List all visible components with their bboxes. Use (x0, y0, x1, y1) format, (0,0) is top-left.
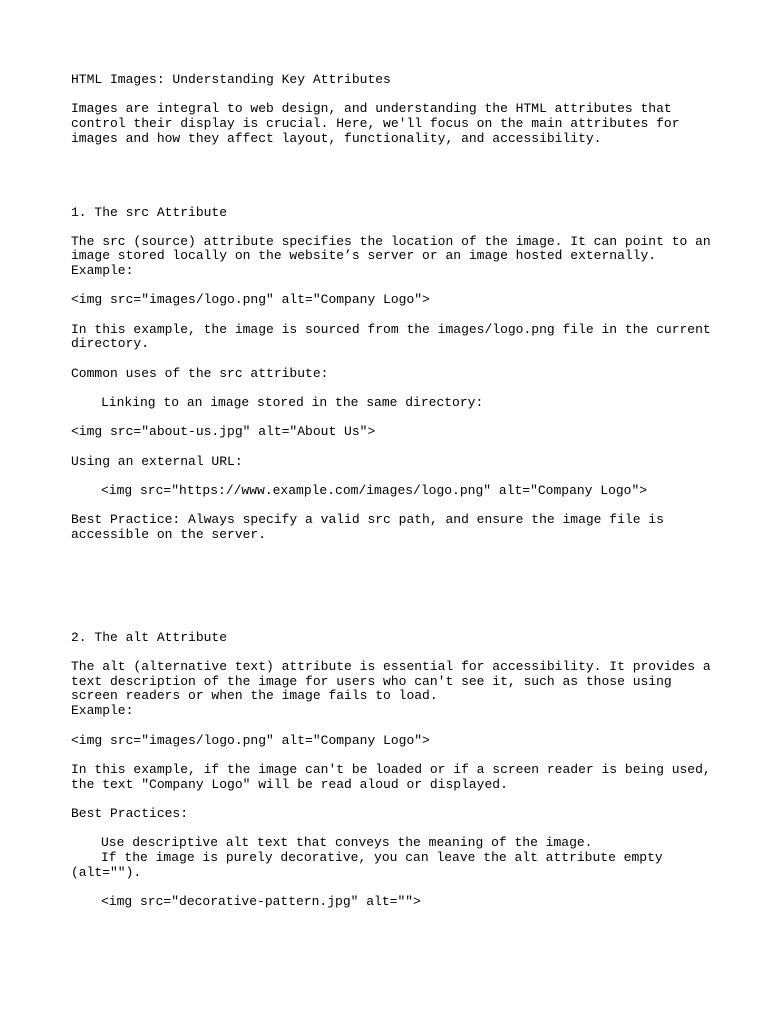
src-example-explanation: In this example, the image is sourced from the images/logo.png file in the current (71, 322, 711, 337)
src-example-explanation: directory. (71, 336, 150, 351)
src-best-practice: Best Practice: Always specify a valid src path, and ensure the image file is (71, 512, 664, 527)
src-use-local-label: Linking to an image stored in the same directory: (101, 395, 484, 410)
alt-example-explanation: In this example, if the image can't be loaded or if a screen reader is being used, (71, 762, 711, 777)
src-common-uses-label: Common uses of the src attribute: (71, 366, 329, 381)
alt-decorative-code: <img src="decorative-pattern.jpg" alt=""> (101, 894, 421, 909)
src-description-line: image stored locally on the website’s server or an image hosted externally. (71, 248, 657, 263)
src-example-code: <img src="images/logo.png" alt="Company Logo"> (71, 292, 430, 307)
src-use-external-code: <img src="https://www.example.com/images/logo.png" alt="Company Logo"> (101, 483, 648, 498)
src-best-practice: accessible on the server. (71, 527, 267, 542)
alt-description-line: The alt (alternative text) attribute is essential for accessibility. It provides a (71, 659, 711, 674)
alt-description-line: Example: (71, 703, 134, 718)
document-title: HTML Images: Understanding Key Attributes (71, 72, 391, 87)
intro-line: Images are integral to web design, and understanding the HTML attributes that (71, 101, 672, 116)
section-heading-alt: 2. The alt Attribute (71, 630, 228, 645)
alt-description-line: screen readers or when the image fails to load. (71, 688, 438, 703)
intro-line: control their display is crucial. Here, we'll focus on the main attributes for (71, 116, 680, 131)
src-description-line: The src (source) attribute specifies the location of the image. It can point to an (71, 234, 711, 249)
src-description-line: Example: (71, 263, 134, 278)
section-heading-src: 1. The src Attribute (71, 205, 228, 220)
alt-practice-item-continuation: (alt=""). (71, 865, 142, 880)
src-use-local-code: <img src="about-us.jpg" alt="About Us"> (71, 424, 376, 439)
alt-best-practices-label: Best Practices: (71, 806, 189, 821)
src-use-external-label: Using an external URL: (71, 454, 243, 469)
alt-example-code: <img src="images/logo.png" alt="Company Logo"> (71, 733, 430, 748)
alt-practice-item: If the image is purely decorative, you can leave the alt attribute empty (101, 850, 663, 865)
alt-practice-item: Use descriptive alt text that conveys the meaning of the image. (101, 835, 593, 850)
intro-line: images and how they affect layout, functionality, and accessibility. (71, 131, 602, 146)
alt-example-explanation: the text "Company Logo" will be read aloud or displayed. (71, 777, 508, 792)
alt-description-line: text description of the image for users who can't see it, such as those using (71, 674, 672, 689)
